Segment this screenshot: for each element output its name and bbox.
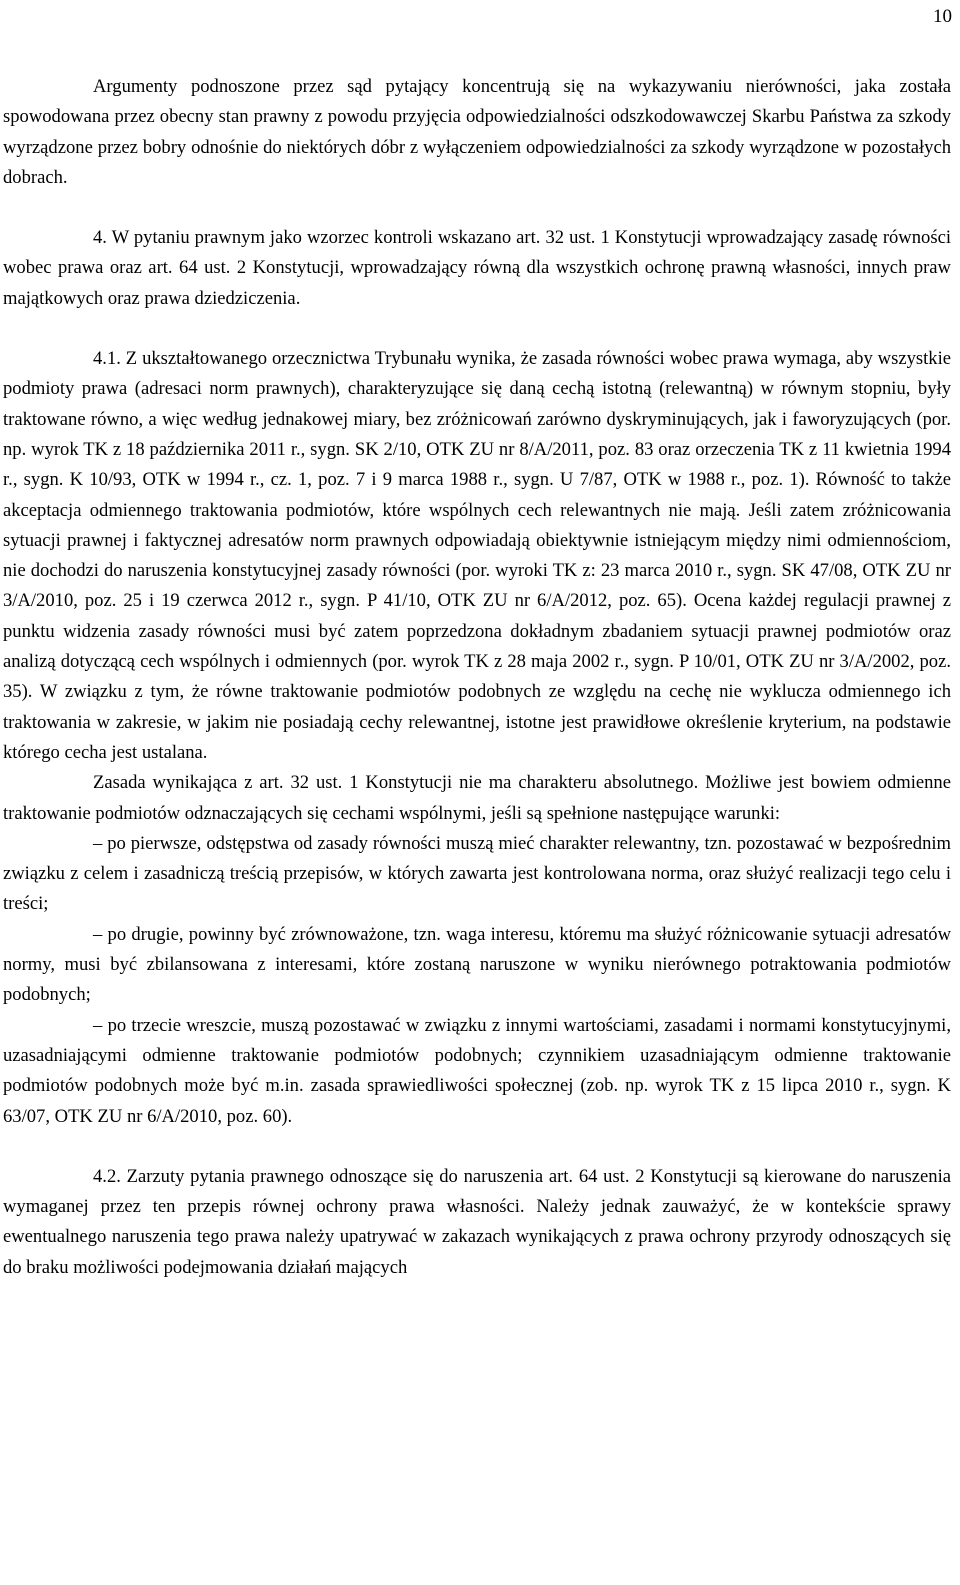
paragraph-section-4: 4. W pytaniu prawnym jako wzorzec kontroli wskazano art. 32 ust. 1 Konstytucji wprowadzający zasadę równości wobec prawa oraz art. 64 ust. 2 Konstytucji, wprowadzający równą dla wszystkich ochronę prawną własności, innych praw majątkowych oraz prawa dziedziczenia. xyxy=(3,227,951,309)
page-number: 10 xyxy=(933,6,952,27)
paragraph-section-4-1: 4.1. Z ukształtowanego orzecznictwa Trybunału wynika, że zasada równości wobec prawa wymaga, aby wszystkie podmioty prawa (adresaci norm prawnych), charakteryzujące się daną cechą istotną (relewantną) w równym stopniu, były traktowane równo, a więc według jednakowej miary, bez zróżnicowań zarówno dyskryminujących, jak i faworyzujących (por. np. wyrok TK z 18 października 2011 r., sygn. SK 2/10, OTK ZU nr 8/A/2011, poz. 83 oraz orzeczenia TK z 11 kwietnia 1994 r., sygn. K 10/93, OTK w 1994 r., cz. 1, poz. 7 i 9 marca 1988 r., sygn. U 7/87, OTK w 1988 r., poz. 1). Równość to także akceptacja odmiennego traktowania podmiotów, które wspólnych cech relewantnych nie mają. Jeśli zatem zróżnicowania sytuacji prawnej i faktycznej adresatów norm prawnych odpowiadają obiektywnie istniejącym między nimi odmiennościom, nie dochodzi do naruszenia konstytucyjnej zasady równości (por. wyroki TK z: 23 marca 2010 r., sygn. SK 47/08, OTK ZU nr 3/A/2010, poz. 25 i 19 czerwca 2012 r., sygn. P 41/10, OTK ZU nr 6/A/2012, poz. 65). Ocena każdej regulacji prawnej z punktu widzenia zasady równości musi być zatem poprzedzona dokładnym zbadaniem sytuacji prawnej podmiotów oraz analizą dotyczącą cech wspólnych i odmiennych (por. wyrok TK z 28 maja 2002 r., sygn. P 10/01, OTK ZU nr 3/A/2002, poz. 35). W związku z tym, że równe traktowanie podmiotów podobnych ze względu na cechę nie wyklucza odmiennego ich traktowania w zakresie, w jakim nie posiadają cechy relewantnej, istotne jest prawidłowe określenie kryterium, na podstawie którego cecha jest ustalana. xyxy=(3,348,951,763)
list-item-condition-1: – po pierwsze, odstępstwa od zasady równości muszą mieć charakter relewantny, tzn. pozostawać w bezpośrednim związku z celem i zasadniczą treścią przepisów, w których zawarta jest kontrolowana norma, oraz służyć realizacji tego celu i treści; xyxy=(3,832,951,915)
paragraph-equality-exceptions: Zasada wynikająca z art. 32 ust. 1 Konstytucji nie ma charakteru absolutnego. Możliwe jest bowiem odmienne traktowanie podmiotów odznaczających się cechami wspólnymi, jeśli są spełnione następujące warunki: xyxy=(3,772,951,824)
paragraph-intro: Argumenty podnoszone przez sąd pytający koncentrują się na wykazywaniu nierówności, jaka została spowodowana przez obecny stan prawny z powodu przyjęcia odpowiedzialności odszkodowawczej Skarbu Państwa za szkody wyrządzone przez bobry odnośnie do niektórych dóbr z wyłączeniem odpowiedzialności za szkody wyrządzone w pozostałych dobrach. xyxy=(3,76,951,188)
paragraph-section-4-2: 4.2. Zarzuty pytania prawnego odnoszące się do naruszenia art. 64 ust. 2 Konstytucji są kierowane do naruszenia wymaganej przez ten przepis równej ochrony prawa własności. Należy jednak zauważyć, że w kontekście sprawy ewentualnego naruszenia tego prawa należy upatrywać w zakazach wynikających z prawa ochrony przyrody odnoszących się do braku możliwości podejmowania działań mających xyxy=(3,1165,951,1278)
list-item-condition-3: – po trzecie wreszcie, muszą pozostawać w związku z innymi wartościami, zasadami i normami konstytucyjnymi, uzasadniającymi odmienne traktowanie podmiotów podobnych; czynnikiem uzasadniającym odmienne traktowanie podmiotów podobnych może być m.in. zasada sprawiedliwości społecznej (zob. np. wyrok TK z 15 lipca 2010 r., sygn. K 63/07, OTK ZU nr 6/A/2010, poz. 60). xyxy=(3,1014,951,1127)
list-item-condition-2: – po drugie, powinny być zrównoważone, tzn. waga interesu, któremu ma służyć różnicowanie sytuacji adresatów normy, musi być zbilansowana z interesami, które zostaną naruszone w wyniku nierównego potraktowania podmiotów podobnych; xyxy=(3,923,951,1006)
document-body xyxy=(3,72,951,1283)
